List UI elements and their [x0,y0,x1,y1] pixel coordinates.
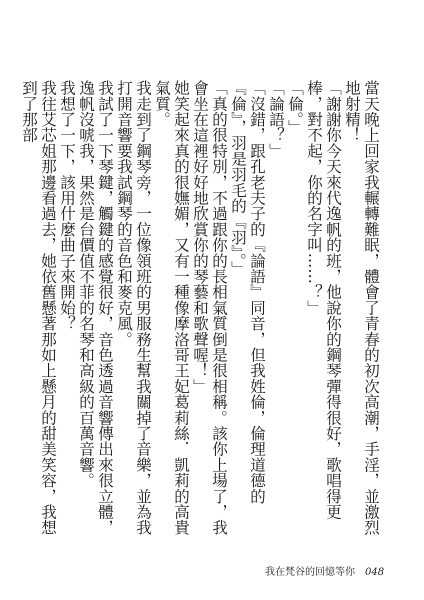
paragraph: 當天晚上回家我輾轉難眠，體會了青春的初次高潮，手淫，並激烈地射精！ [343,80,380,536]
paragraph: 我走到了鋼琴旁，一位像領班的男服務生幫我關掉了音樂，並為我打開音響要我試鋼琴的音色和麥克風。 [115,80,152,536]
body-text [20,80,380,542]
paragraph: 「論語？」 [267,80,285,159]
paragraph: 「倫。」 [286,80,304,136]
paragraph: 「沒錯，跟孔老夫子的『論語』同音，但我姓倫，倫理道德的『倫』，羽是羽毛的『羽』。」 [229,80,266,504]
paragraph: 我往艾芯姐那邊看過去，她依舊懸著那如上懸月的甜美笑容，我想到了那部 [20,80,57,536]
paragraph: 我想了一下，該用什麼曲子來開始？ [58,80,76,332]
page-footer [265,563,384,578]
paragraph: 「真的很特別，不過跟你的長相氣質倒是很相稱。該你上場了，我會坐在這裡好好地欣賞你的琴藝和歌聲喔！」 [191,80,228,536]
paragraph: 「謝謝你今天來代逸帆的班，他說你的鋼琴彈得很好，歌唱得更棒，對不起，你的名字叫……？」 [305,80,342,520]
book-title: 我在梵谷的回憶等你 [265,567,355,578]
paragraph: 她笑起來真的很嫵媚，又有一種像摩洛哥王妃葛莉絲．凱莉的高貴氣質。 [153,80,190,536]
page-number: 048 [365,567,385,578]
paragraph: 我試了一下琴鍵，觸鍵的感覺很好，音色透過音響傳出來很立體，逸帆沒唬我，果然是台價值不菲的名琴和高級的百萬音響。 [77,80,114,536]
